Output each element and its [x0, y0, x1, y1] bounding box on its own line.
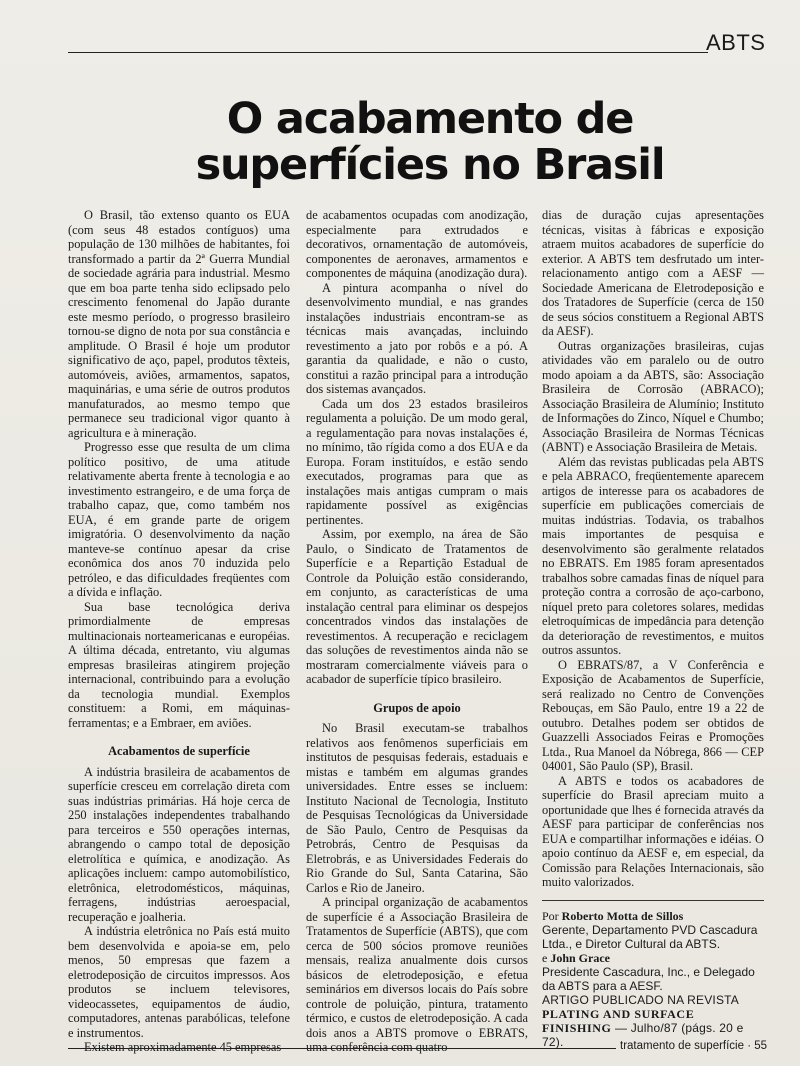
and-prefix: e [542, 950, 548, 965]
text-column-2 [306, 208, 528, 1055]
author-1-name: Roberto Motta de Sillos [561, 908, 684, 923]
author-2-line [542, 951, 764, 965]
paragraph: de acabamentos ocupadas com anodização, especialmente para extrudados e decorativos, ornamentação de automóveis, componentes de aeronaves, armamentos e componentes de máquina (anodização dura). [306, 208, 528, 280]
paragraph: A principal organização de acabamentos de superfície é a Associação Brasileira de Tratamentos de Superfície (ABTS), que com cerca de 500 sócios promove reuniões mensais, realiza anualmente dois cursos básicos de eletrodeposição, e efetua seminários em diversos locais do País sobre controle de poluição, pintura, tratamento térmico, e custos de eletrodeposição. A cada dois anos a ABTS promove o EBRATS, uma conferência com quatro [306, 895, 528, 1054]
article-title [150, 96, 710, 188]
paragraph: No Brasil executam-se trabalhos relativos aos fenômenos superficiais em institutos de pesquisas federais, estaduais e mistas e também em algumas grandes universidades. Entre esses se incluem: Instituto Nacional de Tecnologia, Instituto de Pesquisas Tecnológicas da Universidade de São Paulo, Centro de Pesquisas da Petrobrás, Centro de Pesquisas da Eletrobrás, e as Universidades Federais do Rio Grande do Sul, Santa Catarina, São Carlos e Rio de Janeiro. [306, 721, 528, 895]
paragraph: O Brasil, tão extenso quanto os EUA (com seus 48 estados contíguos) uma população de 130 milhões de habitantes, foi transformado a partir da 2ª Guerra Mundial de sociedade agrária para industrial. Mesmo que em boa parte tenha sido eclipsado pelo crescimento fenomenal do Japão durante este mesmo período, o progresso brasileiro tornou-se digno de nota por sua constância e amplitude. O Brasil é hoje um produtor significativo de aço, papel, produtos têxteis, automóveis, aviões, armamentos, sapatos, maquinárias, e uma série de outros produtos manufaturados, ao mesmo tempo que permanece seu tradicional vigor quanto à agricultura e à mineração. [68, 208, 290, 440]
author-1-line [542, 909, 764, 923]
paragraph: dias de duração cujas apresentações técnicas, visitas à fábricas e exposição atraem muitos acabadores de superfície do exterior. A ABTS tem desfrutado um inter-relacionamento antigo com a AESF — Sociedade Americana de Eletrodeposição e dos Tratadores de Superfície (cerca de 150 de seus sócios constituem a Regional ABTS da AESF). [542, 208, 764, 338]
author-credits [542, 909, 764, 1049]
paragraph: A ABTS e todos os acabadores de superfície do Brasil apreciam muito a oportunidade que lhes é fornecida através da AESF para participar de conferências nos EUA e compartilhar informações e idéias. O apoio contínuo da AESF e, em especial, da Comissão para Relações Internacionais, são muito valorizados. [542, 773, 764, 889]
article-title-line-2: superfícies no Brasil [195, 140, 665, 190]
paragraph: A indústria brasileira de acabamentos de superfície cresceu em correlação direta com suas indústrias primárias. Há hoje cerca de 250 instalações independentes trabalhando para terceiros e 550 operações internas, abrangendo o campo total de deposição eletrolítica e química, e anodização. As aplicações incluem: campo automobilístico, eletrônica, eletrodomésticos, máquinas, ferragens, indústrias aeroespacial, recuperação e joalheria. [68, 764, 290, 924]
section-heading: Grupos de apoio [373, 700, 461, 715]
author-2-name: John Grace [550, 950, 610, 965]
paragraph: Cada um dos 23 estados brasileiros regulamenta a poluição. De um modo geral, a regulamentação para novas instalações é, no mínimo, tão rígida como a dos EUA e da Europa. Foram instituídos, e estão sendo executados, programas para que as instalações mais antigas cumpram o mais rapidamente possível as exigências pertinentes. [306, 396, 528, 527]
footer-rule [68, 1048, 616, 1049]
paragraph: Assim, por exemplo, na área de São Paulo, o Sindicato de Tratamentos de Superfície e a Repartição Estadual de Controle da Poluição estão considerando, em conjunto, as características de uma instalação central para eliminar os despejos concentrados vindos das instalações de revestimentos. A recuperação e reciclagem das soluções de revestimentos ainda não se mostraram comercialmente viáveis para o acabador de superfície típico brasileiro. [306, 527, 528, 686]
text-column-1 [68, 208, 290, 1055]
paragraph: A pintura acompanha o nível do desenvolvimento mundial, e nas grandes instalações industriais encontram-se as técnicas mais avançadas, incluindo revestimento a jato por robôs e a pó. A garantia da qualidade, e não o custo, constitui a razão principal para a introdução dos sistemas avançados. [306, 280, 528, 396]
article-title-line-1: O acabamento de [226, 94, 634, 144]
paragraph: A indústria eletrônica no País está muito bem desenvolvida e apoia-se em, pelo menos, 50 empresas que fazem a eletrodeposição de circuitos impressos. Aos produtos se incluem televisores, videocassetes, equipamentos de áudio, computadores, antenas parabólicas, telefone e instrumentos. [68, 924, 290, 1040]
published-prefix: ARTIGO PUBLICADO NA REVISTA [542, 992, 739, 1007]
footer-page-label: tratamento de superfície · 55 [620, 1040, 768, 1052]
header-rule [68, 52, 708, 53]
section-heading: Acabamentos de superfície [108, 744, 250, 758]
text-column-3 [542, 208, 764, 1049]
section-label: ABTS [706, 30, 766, 55]
publication-name: PLATING AND SURFACE FINISHING [542, 1006, 695, 1035]
published-suffix: — Julho/87 (págs. 20 e 72). [542, 1020, 744, 1049]
author-2-role: Presidente Cascadura, Inc., e Delegado da ABTS para a AESF. [542, 964, 755, 993]
by-prefix: Por [542, 908, 559, 923]
paragraph: O EBRATS/87, a V Conferência e Exposição de Acabamentos de Superfície, será realizado no Centro de Convenções Rebouças, em São Paulo, entre 19 a 22 de outubro. Detalhes podem ser obtidos de Guazzelli Associados Feiras e Promoções Ltda., Rua Manoel da Nóbrega, 866 — CEP 04001, São Paulo (SP), Brasil. [542, 657, 764, 773]
author-1-role: Gerente, Departamento PVD Cascadura Ltda., e Diretor Cultural da ABTS. [542, 922, 758, 951]
paragraph: Progresso esse que resulta de um clima político positivo, de uma atitude relativamente aberta frente à tecnologia e ao investimento estrangeiro, e de uma força de trabalho capaz, que, como também nos EUA, é em grande parte de origem imigratória. O desenvolvimento da nação manteve-se contínuo apesar da crise econômica dos anos 70 induzida pelo petróleo, e das dificuldades freqüentes com a dívida e inflação. [68, 440, 290, 599]
paragraph: Existem aproximadamente 45 empresas [84, 1040, 282, 1054]
paragraph: Sua base tecnológica deriva primordialmente de empresas multinacionais norteamericanas e européias. A última década, entretanto, viu algumas empresas brasileiras atingirem projeção internacional, contribuindo para a evolução da tecnologia mundial. Exemplos constituem: a Romi, em máquinas-ferramentas; e a Embraer, em aviões. [68, 599, 290, 730]
paragraph: Outras organizações brasileiras, cujas atividades vão em paralelo ou de outro modo apoiam a da ABTS, são: Associação Brasileira de Corrosão (ABRACO); Associação Brasileira de Alumínio; Instituto de Informações do Zinco, Níquel e Chumbo; Associação Brasileira de Normas Técnicas (ABNT) e Associação Brasileira de Metais. [542, 338, 764, 454]
paragraph: Além das revistas publicadas pela ABTS e pela ABRACO, freqüentemente aparecem artigos de interesse para os acabadores de superfície em publicações comerciais de muitas indústrias. Todavia, os trabalhos mais importantes de pesquisa e desenvolvimento são geralmente relatados no EBRATS. Em 1985 foram apresentados trabalhos sobre camadas finas de níquel para proteção contra a corrosão de aço-carbono, níquel preto para coletores solares, medidas eletroquímicas de impedância para detenção da deterioração de revestimentos, e muitos outros assuntos. [542, 454, 764, 657]
credits-divider [542, 900, 764, 901]
